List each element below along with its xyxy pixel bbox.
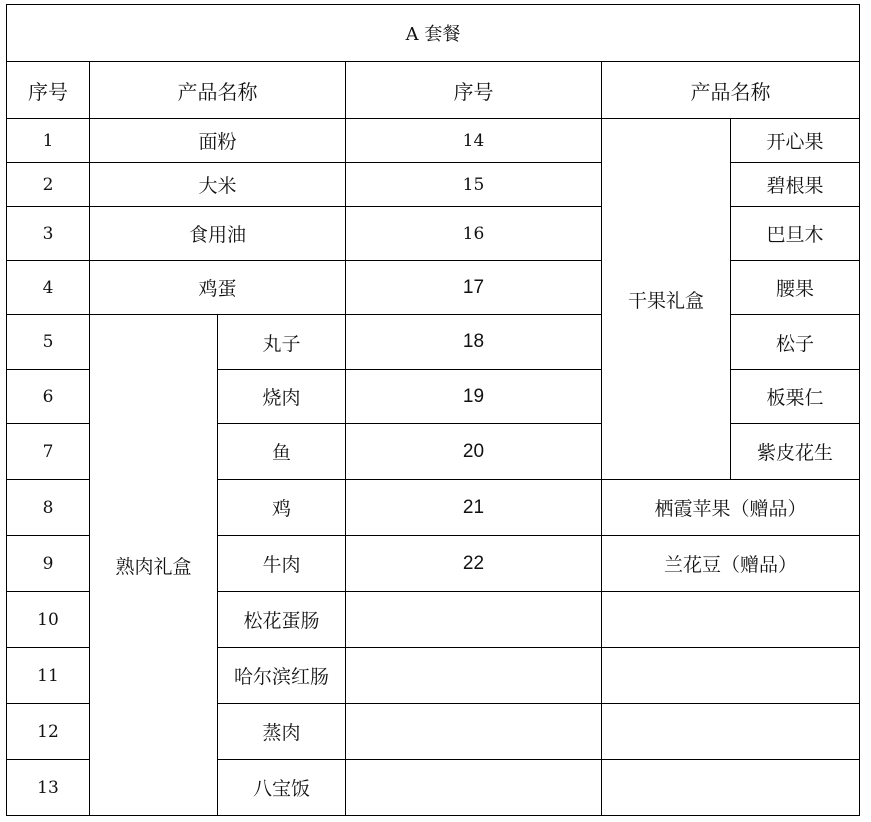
seq-cell: 10 [7,592,90,648]
seq-cell: 11 [7,648,90,704]
empty-cell [346,760,602,816]
product-cell: 丸子 [218,315,346,370]
seq-cell: 16 [346,207,602,261]
product-cell: 食用油 [90,207,346,261]
product-cell: 腰果 [731,261,860,315]
empty-cell [346,704,602,760]
product-cell: 哈尔滨红肠 [218,648,346,704]
product-cell: 牛肉 [218,536,346,592]
seq-cell: 22 [346,536,602,592]
package-table [6,4,860,816]
seq-cell: 4 [7,261,90,315]
header-name-right: 产品名称 [602,62,860,119]
seq-cell: 12 [7,704,90,760]
seq-cell: 17 [346,261,602,315]
empty-cell [346,648,602,704]
nut-box-group: 干果礼盒 [602,119,731,480]
table-row [7,119,860,163]
product-cell: 鱼 [218,424,346,480]
table-title: A 套餐 [7,5,860,62]
seq-cell: 5 [7,315,90,370]
product-cell: 面粉 [90,119,346,163]
empty-cell [346,592,602,648]
product-cell: 紫皮花生 [731,424,860,480]
seq-cell: 8 [7,480,90,536]
seq-cell: 15 [346,163,602,207]
seq-cell: 18 [346,315,602,370]
header-row [7,62,860,119]
seq-cell: 21 [346,480,602,536]
product-cell: 碧根果 [731,163,860,207]
seq-cell: 1 [7,119,90,163]
product-cell: 蒸肉 [218,704,346,760]
product-cell: 兰花豆（赠品） [602,536,860,592]
seq-cell: 19 [346,370,602,424]
header-seq-left: 序号 [7,62,90,119]
product-cell: 栖霞苹果（赠品） [602,480,860,536]
empty-cell [602,760,860,816]
empty-cell [602,704,860,760]
empty-cell [602,648,860,704]
product-cell: 板栗仁 [731,370,860,424]
header-seq-right: 序号 [346,62,602,119]
empty-cell [602,592,860,648]
product-cell: 八宝饭 [218,760,346,816]
table-row [7,261,860,315]
product-cell: 松花蛋肠 [218,592,346,648]
product-cell: 巴旦木 [731,207,860,261]
product-cell: 松子 [731,315,860,370]
seq-cell: 7 [7,424,90,480]
seq-cell: 20 [346,424,602,480]
seq-cell: 13 [7,760,90,816]
title-row [7,5,860,62]
meat-box-group: 熟肉礼盒 [90,315,218,816]
seq-cell: 6 [7,370,90,424]
seq-cell: 2 [7,163,90,207]
product-cell: 大米 [90,163,346,207]
product-cell: 鸡蛋 [90,261,346,315]
seq-cell: 9 [7,536,90,592]
product-cell: 烧肉 [218,370,346,424]
seq-cell: 3 [7,207,90,261]
product-cell: 鸡 [218,480,346,536]
table-row [7,207,860,261]
table-row [7,315,860,370]
table-row [7,163,860,207]
product-cell: 开心果 [731,119,860,163]
header-name-left: 产品名称 [90,62,346,119]
seq-cell: 14 [346,119,602,163]
